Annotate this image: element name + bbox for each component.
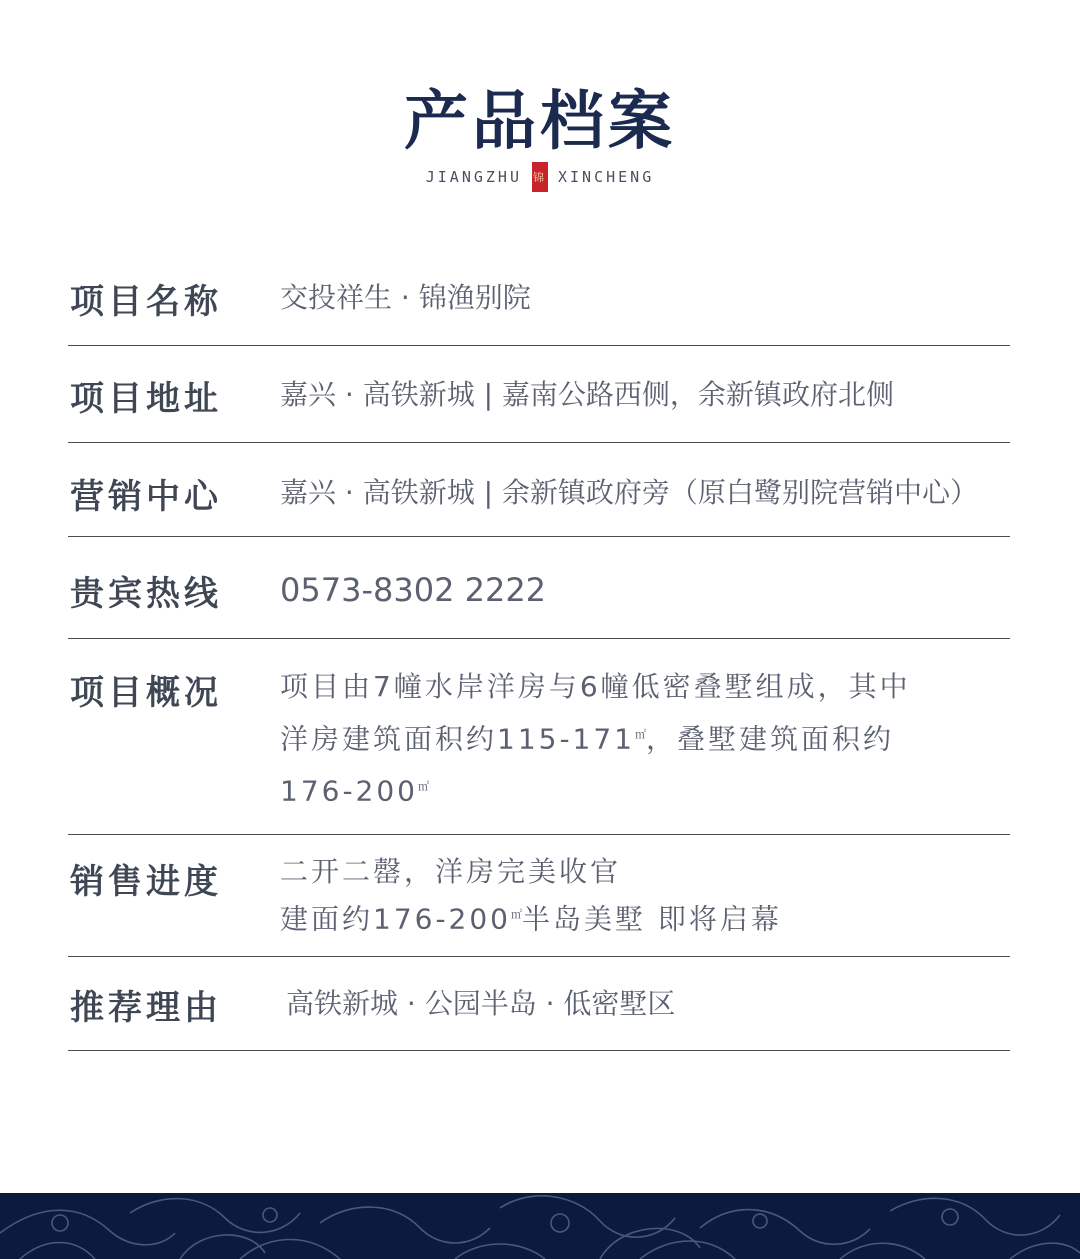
- value-recommendation: [286, 980, 1010, 1028]
- label-sales-progress: 销售进度: [70, 862, 222, 902]
- label-project-overview: 项目概况: [70, 673, 222, 713]
- value-project-address: [280, 371, 1010, 419]
- label-recommendation: 推荐理由: [70, 988, 222, 1028]
- value-line: 嘉兴 · 高铁新城 | 余新镇政府旁（原白鹭别院营销中心）: [280, 476, 978, 509]
- value-sales-center: [280, 469, 1010, 517]
- value-line: 交投祥生 · 锦渔别院: [280, 281, 531, 314]
- cloud-wave-pattern: [0, 1193, 1080, 1259]
- value-line: 0573-8302 2222: [280, 571, 547, 609]
- value-line: [280, 763, 1010, 815]
- value-vip-hotline: [280, 566, 1010, 614]
- label-sales-center: 营销中心: [70, 477, 222, 517]
- value-line: 嘉兴 · 高铁新城 | 嘉南公路西侧，余新镇政府北侧: [280, 378, 894, 411]
- row-project-address: [68, 345, 1010, 443]
- label-project-name: 项目名称: [70, 282, 222, 322]
- value-fragment: ，叠墅建筑面积约: [646, 722, 895, 756]
- value-line: [280, 711, 1010, 763]
- row-vip-hotline: [68, 536, 1010, 639]
- row-recommendation: [68, 956, 1010, 1051]
- decorative-footer-pattern: [0, 1193, 1080, 1259]
- label-project-address: 项目地址: [70, 379, 222, 419]
- subtitle-left: JIANGZHU: [425, 168, 522, 186]
- sqm-unit: ㎡: [418, 780, 429, 794]
- value-line: 二开二罄，洋房完美收官: [280, 855, 622, 888]
- label-vip-hotline: 贵宾热线: [70, 574, 222, 614]
- page-title: 产品档案: [404, 85, 676, 159]
- row-sales-progress: [68, 834, 1010, 957]
- value-line: 项目由7幢水岸洋房与6幢低密叠墅组成，其中: [280, 670, 911, 703]
- value-line: [280, 893, 1010, 940]
- sqm-unit: ㎡: [511, 908, 522, 921]
- value-sales-progress: [280, 850, 1010, 940]
- value-project-name: [280, 274, 1010, 322]
- seal-logo: 锦: [532, 162, 548, 192]
- brand-subtitle: [0, 162, 1080, 192]
- value-fragment: 洋房建筑面积约115-171: [280, 722, 635, 756]
- value-line: 高铁新城 · 公园半岛 · 低密墅区: [286, 987, 676, 1020]
- value-fragment: 半岛美墅 即将启幕: [522, 902, 782, 936]
- row-project-name: [68, 268, 1010, 346]
- subtitle-right: XINCHENG: [558, 168, 655, 186]
- row-project-overview: [68, 638, 1010, 835]
- value-fragment: 建面约176-200: [280, 902, 511, 936]
- value-fragment: 176-200: [280, 774, 418, 808]
- row-sales-center: [68, 442, 1010, 537]
- value-project-overview: [280, 663, 1010, 816]
- sqm-unit: ㎡: [635, 728, 646, 741]
